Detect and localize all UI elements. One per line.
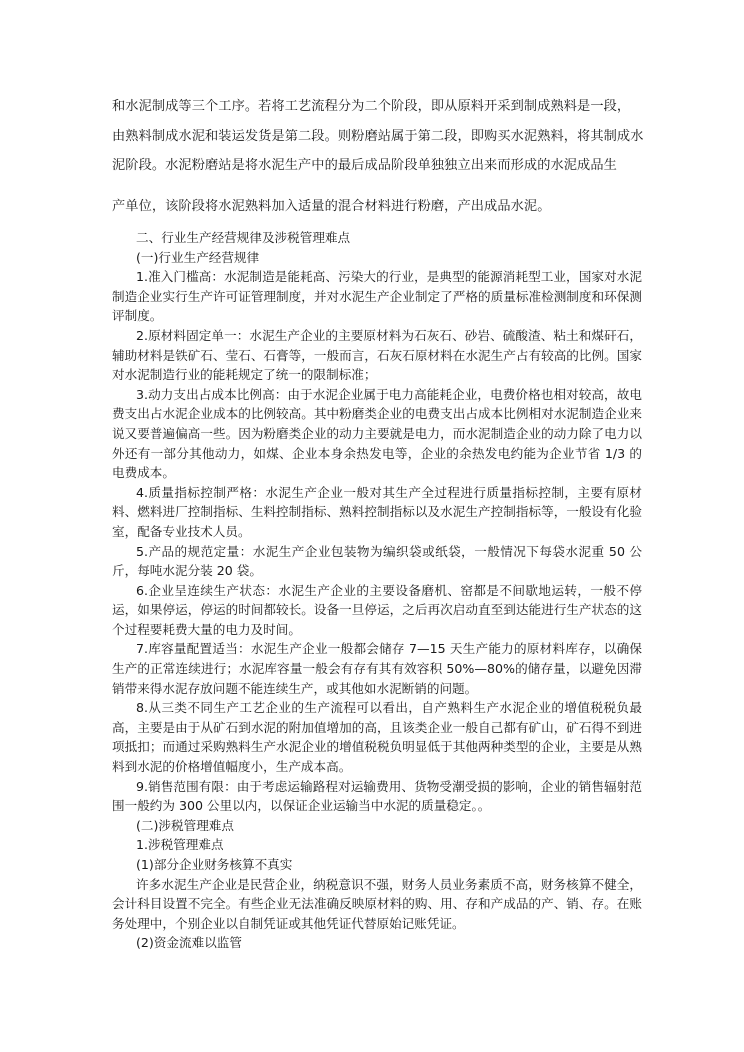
rule-paragraph-7: 7.库容量配置适当：水泥生产企业一般都会储存 7—15 天生产能力的原材料库存，以确保生产的正常连续进行；水泥库容量一般会有存有其有效容积 50%—80%的储存量，以避免因滞销带来得水泥存放问题不能连续生产，或其他如水泥断销的问题。 — [112, 641, 642, 696]
intro-line-3: 泥阶段。水泥粉磨站是将水泥生产中的最后成品阶段单独独立出来而形成的水泥成品生 — [112, 158, 617, 173]
rule-paragraph-3: 3.动力支出占成本比例高：由于水泥企业属于电力高能耗企业，电费价格也相对较高，故电费支出占水泥企业成本的比例较高。其中粉磨类企业的电费支出占成本比例相对水泥制造企业来说又要普遍偏高一些。因为粉磨类企业的动力主要就是电力，而水泥制造企业的动力除了电力以外还有一部分其他动力，如煤、企业本身余热发电等，企业的余热发电约能为企业节省 1/3 的电费成本。 — [112, 386, 642, 481]
subsection-heading-1: (一)行业生产经营规律 — [136, 249, 260, 265]
rule-paragraph-6: 6.企业呈连续生产状态：水泥生产企业的主要设备磨机、窑都是不间歇地运转，一般不停运，如果停运，停运的时间都较长。设备一旦停运，之后再次启动直至到达能进行生产状态的这个过程要耗费大量的电力及时间。 — [112, 582, 642, 637]
intro-line-4: 产单位，该阶段将水泥熟料加入适量的混合材料进行粉磨，产出成品水泥。 — [112, 199, 551, 214]
tax-item-2-heading: (2)资金流难以监管 — [136, 935, 242, 951]
intro-line-2: 由熟料制成水泥和装运发货是第二段。则粉磨站属于第二段，即购买水泥熟料，将其制成水 — [112, 129, 644, 144]
tax-difficulty-heading: 1.涉税管理难点 — [136, 837, 224, 853]
subsection-heading-2: (二)涉税管理难点 — [136, 817, 234, 833]
tax-item-1-heading: (1)部分企业财务核算不真实 — [136, 857, 293, 872]
section-heading: 二、行业生产经营规律及涉税管理难点 — [136, 230, 351, 245]
rule-paragraph-4: 4.质量指标控制严格：水泥生产企业一般对其生产全过程进行质量指标控制，主要有原材料、燃料进厂控制指标、生料控制指标、熟料控制指标以及水泥生产控制指标等，一般设有化验室，配备专业技术人员。 — [112, 484, 642, 539]
rule-paragraph-9: 9.销售范围有限：由于考虑运输路程对运输费用、货物受潮受损的影响，企业的销售辐射范围一般约为 300 公里以内，以保证企业运输当中水泥的质量稳定。。 — [112, 778, 642, 814]
rule-paragraph-5: 5.产品的规范定量：水泥生产企业包装物为编织袋或纸袋，一般情况下每袋水泥重 50 公斤，每吨水泥分装 20 袋。 — [112, 543, 642, 579]
document-body — [112, 222, 642, 953]
rule-paragraph-1: 1.准入门槛高：水泥制造是能耗高、污染大的行业，是典型的能源消耗型工业，国家对水泥制造企业实行生产许可证管理制度，并对水泥生产企业制定了严格的质量标准检测制度和环保测评制度。 — [112, 269, 642, 324]
rule-paragraph-8: 8.从三类不同生产工艺企业的生产流程可以看出，自产熟料生产水泥企业的增值税税负最高，主要是由于从矿石到水泥的附加值增加的高，且该类企业一般自己都有矿山，矿石得不到进项抵扣；而通过采购熟料生产水泥企业的增值税税负明显低于其他两种类型的企业，主要是从熟料到水泥的价格增值幅度小，生产成本高。 — [112, 700, 642, 775]
rule-paragraph-2: 2.原材料固定单一：水泥生产企业的主要原材料为石灰石、砂岩、硫酸渣、粘土和煤矸石，辅助材料是铁矿石、莹石、石膏等，一般而言，石灰石原材料在水泥生产占有较高的比例。国家对水泥制造行业的能耗规定了统一的限制标准； — [112, 327, 642, 383]
intro-line-1: 和水泥制成等三个工序。若将工艺流程分为二个阶段，即从原料开采到制成熟料是一段， — [112, 99, 631, 114]
tax-item-1-paragraph: 许多水泥生产企业是民营企业，纳税意识不强，财务人员业务素质不高，财务核算不健全，会计科目设置不完全。有些企业无法准确反映原材料的购、用、存和产成品的产、销、存。在账务处理中，个别企业以自制凭证或其他凭证代替原始记账凭证。 — [112, 876, 642, 931]
